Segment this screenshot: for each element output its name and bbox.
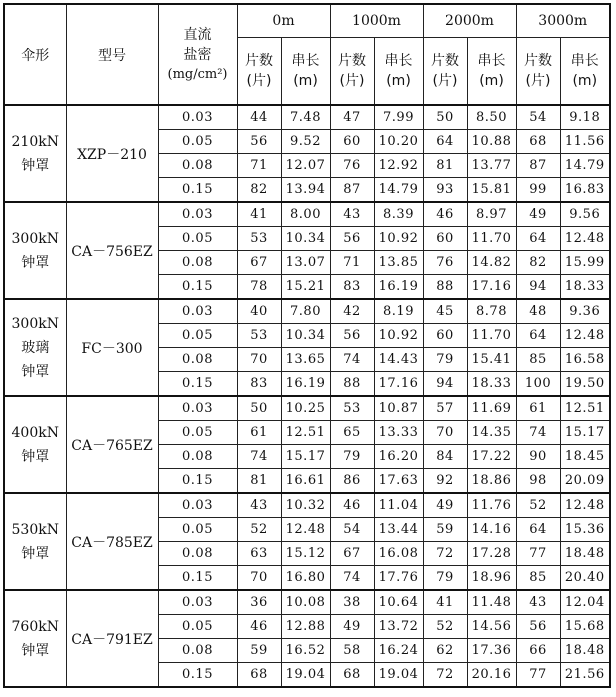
subheader-pieces-line: 片数 [431,52,459,69]
piece-count-cell: 60 [423,324,467,348]
subheader-pieces-line: (片) [246,72,272,89]
subheader-length-line: 串长 [477,52,506,69]
header-altitude-1000: 1000m [330,4,423,37]
header-density-unit: (mg/cm²) [167,66,228,82]
piece-count-cell: 54 [516,105,560,130]
piece-count-cell: 63 [237,542,281,566]
piece-count-cell: 46 [330,493,374,518]
piece-count-cell: 85 [516,566,560,591]
piece-count-cell: 87 [516,154,560,178]
piece-count-cell: 59 [237,639,281,663]
piece-count-cell: 82 [237,178,281,203]
string-length-cell: 16.19 [374,275,423,300]
string-length-cell: 16.61 [281,469,330,494]
string-length-cell: 13.77 [467,154,516,178]
string-length-cell: 12.92 [374,154,423,178]
header-model: 型号 [66,4,158,105]
salt-density-cell: 0.15 [158,469,237,494]
piece-count-cell: 58 [330,639,374,663]
piece-count-cell: 70 [237,566,281,591]
string-length-cell: 13.72 [374,615,423,639]
subheader-length-line: (m) [572,72,598,89]
salt-density-cell: 0.03 [158,299,237,324]
salt-density-cell: 0.05 [158,130,237,154]
salt-density-cell: 0.03 [158,396,237,421]
subheader-pieces-line: 片数 [524,52,552,69]
insulator-shape-line: 760kN [11,618,59,635]
string-length-cell: 8.39 [374,202,423,227]
subheader-pieces [423,37,467,105]
piece-count-cell: 70 [423,421,467,445]
piece-count-cell: 59 [423,518,467,542]
string-length-cell: 14.35 [467,421,516,445]
salt-density-cell: 0.08 [158,639,237,663]
string-length-cell: 10.92 [374,324,423,348]
string-length-cell: 7.99 [374,105,423,130]
table-row [4,493,610,518]
salt-density-cell: 0.08 [158,154,237,178]
string-length-cell: 8.00 [281,202,330,227]
insulator-shape-line: 400kN [11,424,59,441]
salt-density-cell: 0.05 [158,227,237,251]
string-length-cell: 15.99 [560,251,610,275]
subheader-length-line: (m) [386,72,411,89]
subheader-length [374,37,423,105]
subheader-length-line: 串长 [570,52,599,69]
string-length-cell: 14.79 [560,154,610,178]
insulator-model: XZP－210 [66,105,158,202]
subheader-pieces-line: (片) [432,72,458,89]
string-length-cell: 14.16 [467,518,516,542]
piece-count-cell: 72 [423,542,467,566]
string-length-cell: 17.22 [467,445,516,469]
piece-count-cell: 67 [330,542,374,566]
table-row [4,299,610,324]
string-length-cell: 13.33 [374,421,423,445]
string-length-cell: 16.20 [374,445,423,469]
string-length-cell: 10.34 [281,227,330,251]
string-length-cell: 17.28 [467,542,516,566]
piece-count-cell: 43 [237,493,281,518]
piece-count-cell: 53 [237,227,281,251]
piece-count-cell: 74 [330,566,374,591]
piece-count-cell: 88 [330,372,374,397]
piece-count-cell: 50 [237,396,281,421]
piece-count-cell: 90 [516,445,560,469]
header-altitude-0: 0m [237,4,330,37]
piece-count-cell: 83 [330,275,374,300]
piece-count-cell: 94 [423,372,467,397]
string-length-cell: 16.83 [560,178,610,203]
insulator-model: CA－756EZ [66,202,158,299]
string-length-cell: 11.69 [467,396,516,421]
string-length-cell: 10.20 [374,130,423,154]
insulator-shape-line: 钟罩 [21,448,50,465]
insulator-shape-line: 钟罩 [21,363,50,380]
piece-count-cell: 92 [423,469,467,494]
string-length-cell: 15.68 [560,615,610,639]
string-length-cell: 11.76 [467,493,516,518]
string-length-cell: 20.40 [560,566,610,591]
subheader-length-line: (m) [479,72,504,89]
string-length-cell: 7.48 [281,105,330,130]
piece-count-cell: 94 [516,275,560,300]
string-length-cell: 10.87 [374,396,423,421]
string-length-cell: 14.56 [467,615,516,639]
string-length-cell: 16.58 [560,348,610,372]
string-length-cell: 18.33 [467,372,516,397]
string-length-cell: 16.08 [374,542,423,566]
piece-count-cell: 36 [237,590,281,615]
salt-density-cell: 0.05 [158,421,237,445]
string-length-cell: 21.56 [560,663,610,688]
salt-density-cell: 0.05 [158,324,237,348]
piece-count-cell: 41 [423,590,467,615]
subheader-length [560,37,610,105]
piece-count-cell: 86 [330,469,374,494]
string-length-cell: 18.33 [560,275,610,300]
string-length-cell: 13.65 [281,348,330,372]
string-length-cell: 16.24 [374,639,423,663]
piece-count-cell: 70 [237,348,281,372]
string-length-cell: 18.45 [560,445,610,469]
piece-count-cell: 68 [516,130,560,154]
piece-count-cell: 57 [423,396,467,421]
string-length-cell: 9.56 [560,202,610,227]
table-row [4,202,610,227]
piece-count-cell: 79 [423,348,467,372]
piece-count-cell: 49 [423,493,467,518]
string-length-cell: 17.76 [374,566,423,591]
piece-count-cell: 98 [516,469,560,494]
string-length-cell: 15.81 [467,178,516,203]
subheader-pieces [330,37,374,105]
subheader-pieces [516,37,560,105]
piece-count-cell: 100 [516,372,560,397]
string-length-cell: 16.52 [281,639,330,663]
insulator-shape-line: 玻璃 [21,339,50,356]
string-length-cell: 15.17 [560,421,610,445]
insulator-shape-line: 210kN [11,133,59,150]
piece-count-cell: 53 [330,396,374,421]
salt-density-cell: 0.15 [158,566,237,591]
piece-count-cell: 76 [423,251,467,275]
insulator-model: FC－300 [66,299,158,396]
piece-count-cell: 49 [516,202,560,227]
piece-count-cell: 77 [516,663,560,688]
piece-count-cell: 68 [330,663,374,688]
piece-count-cell: 38 [330,590,374,615]
string-length-cell: 12.48 [560,493,610,518]
piece-count-cell: 40 [237,299,281,324]
salt-density-cell: 0.03 [158,105,237,130]
string-length-cell: 17.36 [467,639,516,663]
piece-count-cell: 45 [423,299,467,324]
piece-count-cell: 56 [330,227,374,251]
salt-density-cell: 0.15 [158,275,237,300]
string-length-cell: 10.92 [374,227,423,251]
string-length-cell: 15.17 [281,445,330,469]
piece-count-cell: 60 [330,130,374,154]
string-length-cell: 9.18 [560,105,610,130]
piece-count-cell: 64 [516,518,560,542]
piece-count-cell: 82 [516,251,560,275]
salt-density-cell: 0.15 [158,178,237,203]
piece-count-cell: 68 [237,663,281,688]
piece-count-cell: 88 [423,275,467,300]
subheader-pieces-line: (片) [525,72,551,89]
salt-density-cell: 0.15 [158,372,237,397]
piece-count-cell: 71 [330,251,374,275]
piece-count-cell: 77 [516,542,560,566]
string-length-cell: 11.70 [467,227,516,251]
piece-count-cell: 85 [516,348,560,372]
string-length-cell: 15.21 [281,275,330,300]
string-length-cell: 8.19 [374,299,423,324]
piece-count-cell: 53 [237,324,281,348]
subheader-length [467,37,516,105]
piece-count-cell: 52 [516,493,560,518]
string-length-cell: 12.88 [281,615,330,639]
piece-count-cell: 64 [516,227,560,251]
salt-density-cell: 0.03 [158,202,237,227]
piece-count-cell: 66 [516,639,560,663]
piece-count-cell: 79 [423,566,467,591]
salt-density-cell: 0.05 [158,615,237,639]
insulator-shape-line: 300kN [11,315,59,332]
header-shape: 伞形 [4,4,66,105]
string-length-cell: 19.04 [281,663,330,688]
string-length-cell: 10.08 [281,590,330,615]
insulator-shape-line: 钟罩 [21,157,50,174]
piece-count-cell: 44 [237,105,281,130]
string-length-cell: 12.51 [560,396,610,421]
string-length-cell: 16.80 [281,566,330,591]
piece-count-cell: 48 [516,299,560,324]
string-length-cell: 7.80 [281,299,330,324]
string-length-cell: 14.43 [374,348,423,372]
header-altitude-2000: 2000m [423,4,516,37]
piece-count-cell: 43 [330,202,374,227]
piece-count-cell: 79 [330,445,374,469]
subheader-pieces-line: 片数 [245,52,273,69]
insulator-shape [4,590,66,687]
piece-count-cell: 83 [237,372,281,397]
string-length-cell: 15.12 [281,542,330,566]
salt-density-cell: 0.08 [158,542,237,566]
insulator-shape [4,299,66,396]
piece-count-cell: 47 [330,105,374,130]
salt-density-cell: 0.15 [158,663,237,688]
insulator-model: CA－785EZ [66,493,158,590]
piece-count-cell: 64 [516,324,560,348]
string-length-cell: 12.48 [560,227,610,251]
string-length-cell: 14.79 [374,178,423,203]
subheader-length-line: 串长 [384,52,413,69]
piece-count-cell: 60 [423,227,467,251]
subheader-pieces-line: 片数 [338,52,366,69]
string-length-cell: 18.86 [467,469,516,494]
piece-count-cell: 49 [330,615,374,639]
header-density-line1: 直流 [183,26,212,43]
string-length-cell: 9.36 [560,299,610,324]
piece-count-cell: 74 [237,445,281,469]
string-length-cell: 17.16 [374,372,423,397]
string-length-cell: 11.70 [467,324,516,348]
string-length-cell: 14.82 [467,251,516,275]
string-length-cell: 10.88 [467,130,516,154]
string-length-cell: 11.56 [560,130,610,154]
piece-count-cell: 71 [237,154,281,178]
insulator-string-table [3,3,611,688]
piece-count-cell: 56 [330,324,374,348]
string-length-cell: 10.34 [281,324,330,348]
string-length-cell: 11.04 [374,493,423,518]
string-length-cell: 18.96 [467,566,516,591]
insulator-model: CA－791EZ [66,590,158,687]
insulator-shape [4,202,66,299]
piece-count-cell: 43 [516,590,560,615]
piece-count-cell: 81 [423,154,467,178]
piece-count-cell: 74 [516,421,560,445]
piece-count-cell: 64 [423,130,467,154]
string-length-cell: 12.48 [281,518,330,542]
salt-density-cell: 0.03 [158,493,237,518]
string-length-cell: 15.41 [467,348,516,372]
piece-count-cell: 76 [330,154,374,178]
piece-count-cell: 54 [330,518,374,542]
string-length-cell: 13.85 [374,251,423,275]
insulator-shape [4,493,66,590]
string-length-cell: 19.50 [560,372,610,397]
piece-count-cell: 56 [237,130,281,154]
string-length-cell: 13.07 [281,251,330,275]
salt-density-cell: 0.08 [158,445,237,469]
table-container [3,3,611,688]
insulator-shape-line: 钟罩 [21,545,50,562]
piece-count-cell: 81 [237,469,281,494]
piece-count-cell: 61 [237,421,281,445]
header-density [158,4,237,105]
string-length-cell: 8.97 [467,202,516,227]
piece-count-cell: 62 [423,639,467,663]
string-length-cell: 17.16 [467,275,516,300]
salt-density-cell: 0.08 [158,348,237,372]
piece-count-cell: 52 [237,518,281,542]
header-altitude-3000: 3000m [516,4,610,37]
table-row [4,105,610,130]
piece-count-cell: 99 [516,178,560,203]
piece-count-cell: 61 [516,396,560,421]
string-length-cell: 20.09 [560,469,610,494]
insulator-model: CA－765EZ [66,396,158,493]
string-length-cell: 13.44 [374,518,423,542]
string-length-cell: 12.48 [560,324,610,348]
piece-count-cell: 52 [423,615,467,639]
piece-count-cell: 42 [330,299,374,324]
string-length-cell: 19.04 [374,663,423,688]
string-length-cell: 17.63 [374,469,423,494]
string-length-cell: 15.36 [560,518,610,542]
subheader-pieces-line: (片) [339,72,365,89]
string-length-cell: 11.48 [467,590,516,615]
string-length-cell: 18.48 [560,542,610,566]
string-length-cell: 12.51 [281,421,330,445]
string-length-cell: 18.48 [560,639,610,663]
piece-count-cell: 56 [516,615,560,639]
piece-count-cell: 65 [330,421,374,445]
piece-count-cell: 74 [330,348,374,372]
string-length-cell: 12.07 [281,154,330,178]
insulator-shape [4,396,66,493]
string-length-cell: 12.04 [560,590,610,615]
string-length-cell: 8.50 [467,105,516,130]
subheader-length-line: 串长 [291,52,320,69]
piece-count-cell: 72 [423,663,467,688]
subheader-length [281,37,330,105]
string-length-cell: 10.32 [281,493,330,518]
salt-density-cell: 0.05 [158,518,237,542]
insulator-shape [4,105,66,202]
table-row [4,590,610,615]
string-length-cell: 13.94 [281,178,330,203]
piece-count-cell: 78 [237,275,281,300]
piece-count-cell: 50 [423,105,467,130]
piece-count-cell: 41 [237,202,281,227]
string-length-cell: 9.52 [281,130,330,154]
piece-count-cell: 46 [237,615,281,639]
salt-density-cell: 0.03 [158,590,237,615]
insulator-shape-line: 300kN [11,230,59,247]
insulator-shape-line: 钟罩 [21,642,50,659]
piece-count-cell: 84 [423,445,467,469]
salt-density-cell: 0.08 [158,251,237,275]
subheader-pieces [237,37,281,105]
piece-count-cell: 67 [237,251,281,275]
piece-count-cell: 46 [423,202,467,227]
piece-count-cell: 87 [330,178,374,203]
insulator-shape-line: 钟罩 [21,254,50,271]
insulator-shape-line: 530kN [11,521,59,538]
table-row [4,396,610,421]
string-length-cell: 16.19 [281,372,330,397]
piece-count-cell: 93 [423,178,467,203]
string-length-cell: 10.25 [281,396,330,421]
string-length-cell: 20.16 [467,663,516,688]
subheader-length-line: (m) [293,72,318,89]
string-length-cell: 10.64 [374,590,423,615]
string-length-cell: 8.78 [467,299,516,324]
header-density-line2: 盐密 [183,46,212,63]
